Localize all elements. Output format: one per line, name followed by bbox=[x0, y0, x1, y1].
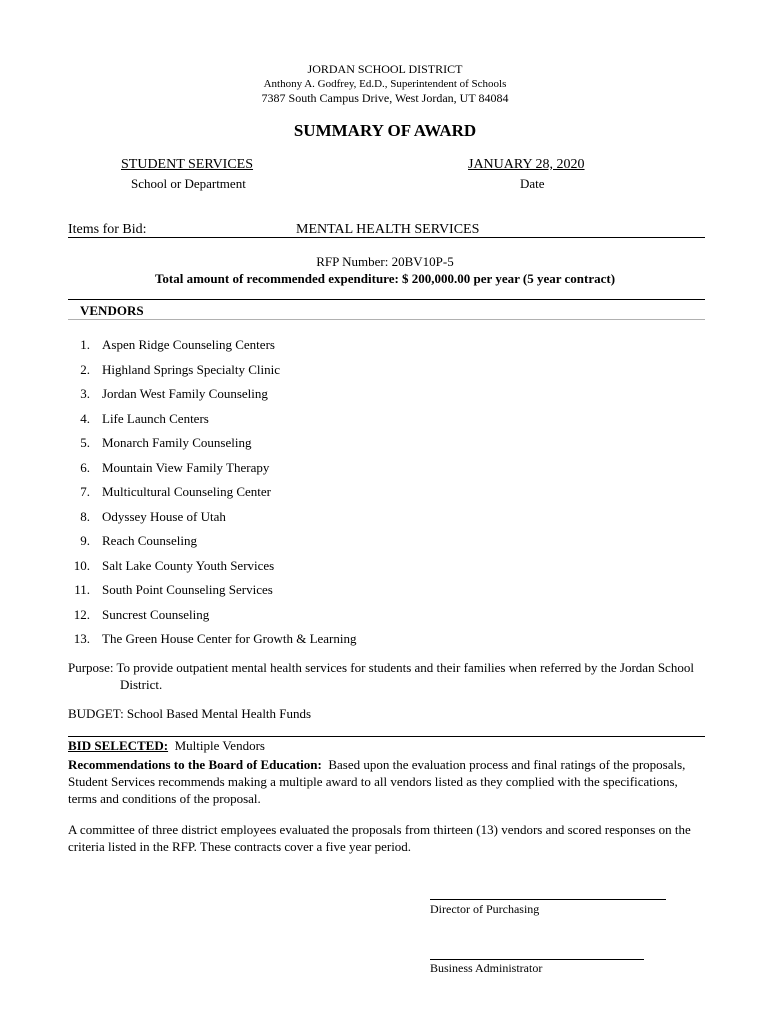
vendor-name: Salt Lake County Youth Services bbox=[102, 557, 275, 573]
vendors-heading: VENDORS bbox=[80, 303, 144, 318]
superintendent-line: Anthony A. Godfrey, Ed.D., Superintendent of Schools bbox=[263, 78, 507, 90]
vendor-name: Multicultural Counseling Center bbox=[102, 484, 271, 499]
purpose-text: Purpose: To provide outpatient mental health services for students and their families when referred by the Jordan School District. bbox=[68, 660, 694, 692]
recommendations bbox=[68, 756, 708, 807]
department-caption: School or Department bbox=[131, 176, 246, 191]
date-value: JANUARY 28, 2020 bbox=[468, 157, 585, 172]
vendor-number: 10. bbox=[73, 557, 90, 573]
vendor-number: 5. bbox=[80, 435, 90, 450]
vendor-name: Jordan West Family Counseling bbox=[102, 386, 268, 401]
bid-selected-value: Multiple Vendors bbox=[174, 738, 265, 753]
vendor-name: Reach Counseling bbox=[102, 533, 197, 548]
vendor-number: 13. bbox=[73, 631, 90, 646]
recommendations-label: Recommendations to the Board of Education: bbox=[68, 757, 322, 772]
administrator-signature-caption: Business Administrator bbox=[430, 961, 543, 975]
rfp-number: RFP Number: 20BV10P-5 bbox=[316, 254, 454, 269]
budget-text: BUDGET: School Based Mental Health Funds bbox=[68, 706, 312, 721]
vendor-number: 1. bbox=[80, 337, 90, 352]
district-address: 7387 South Campus Drive, West Jordan, UT 84084 bbox=[261, 91, 509, 105]
district-name: JORDAN SCHOOL DISTRICT bbox=[307, 62, 463, 76]
director-signature-line bbox=[430, 899, 666, 900]
vendor-number: 12. bbox=[73, 606, 90, 622]
vendor-number: 8. bbox=[80, 508, 90, 524]
date-caption: Date bbox=[520, 176, 545, 191]
items-for-bid-value: MENTAL HEALTH SERVICES bbox=[296, 222, 480, 237]
vendor-name: Highland Springs Specialty Clinic bbox=[102, 361, 281, 377]
bid-divider bbox=[68, 736, 705, 737]
page-title: SUMMARY OF AWARD bbox=[293, 121, 477, 140]
vendor-number: 11. bbox=[74, 582, 90, 597]
bid-selected-label: BID SELECTED: bbox=[68, 738, 169, 753]
vendor-name: Aspen Ridge Counseling Centers bbox=[102, 337, 275, 352]
vendor-number: 6. bbox=[80, 459, 90, 475]
committee-text: A committee of three district employees evaluated the proposals from thirteen (13) vendors and scored responses on the criteria listed in the RFP. These contracts cover a five year period. bbox=[68, 822, 691, 854]
vendor-name: Odyssey House of Utah bbox=[102, 508, 226, 524]
total-expenditure: Total amount of recommended expenditure: $ 200,000.00 per year (5 year contract) bbox=[154, 271, 616, 286]
vendor-name: The Green House Center for Growth & Learning bbox=[102, 631, 357, 646]
vendor-name: Life Launch Centers bbox=[102, 410, 209, 426]
vendor-name: South Point Counseling Services bbox=[102, 582, 273, 597]
director-signature-caption: Director of Purchasing bbox=[430, 902, 540, 916]
recommendations-text: Based upon the evaluation process and final ratings of the proposals, Student Services recommends making a multiple award to all vendors listed as they complied with the specifications, terms and conditions of the proposal. bbox=[68, 757, 686, 806]
items-divider bbox=[68, 237, 705, 238]
administrator-signature-line bbox=[430, 959, 644, 960]
vendor-name: Monarch Family Counseling bbox=[102, 435, 252, 450]
items-for-bid-label: Items for Bid: bbox=[68, 222, 147, 237]
vendor-name: Suncrest Counseling bbox=[102, 606, 210, 622]
vendor-number: 9. bbox=[80, 533, 90, 548]
department-value: STUDENT SERVICES bbox=[121, 157, 254, 172]
vendors-bottom-divider bbox=[68, 319, 705, 320]
bid-selected bbox=[68, 738, 265, 754]
vendor-number: 4. bbox=[80, 410, 90, 426]
vendor-number: 7. bbox=[80, 484, 90, 499]
vendor-number: 3. bbox=[80, 386, 90, 401]
vendor-name: Mountain View Family Therapy bbox=[102, 459, 270, 475]
vendor-number: 2. bbox=[80, 361, 90, 377]
vendors-top-divider bbox=[68, 299, 705, 300]
